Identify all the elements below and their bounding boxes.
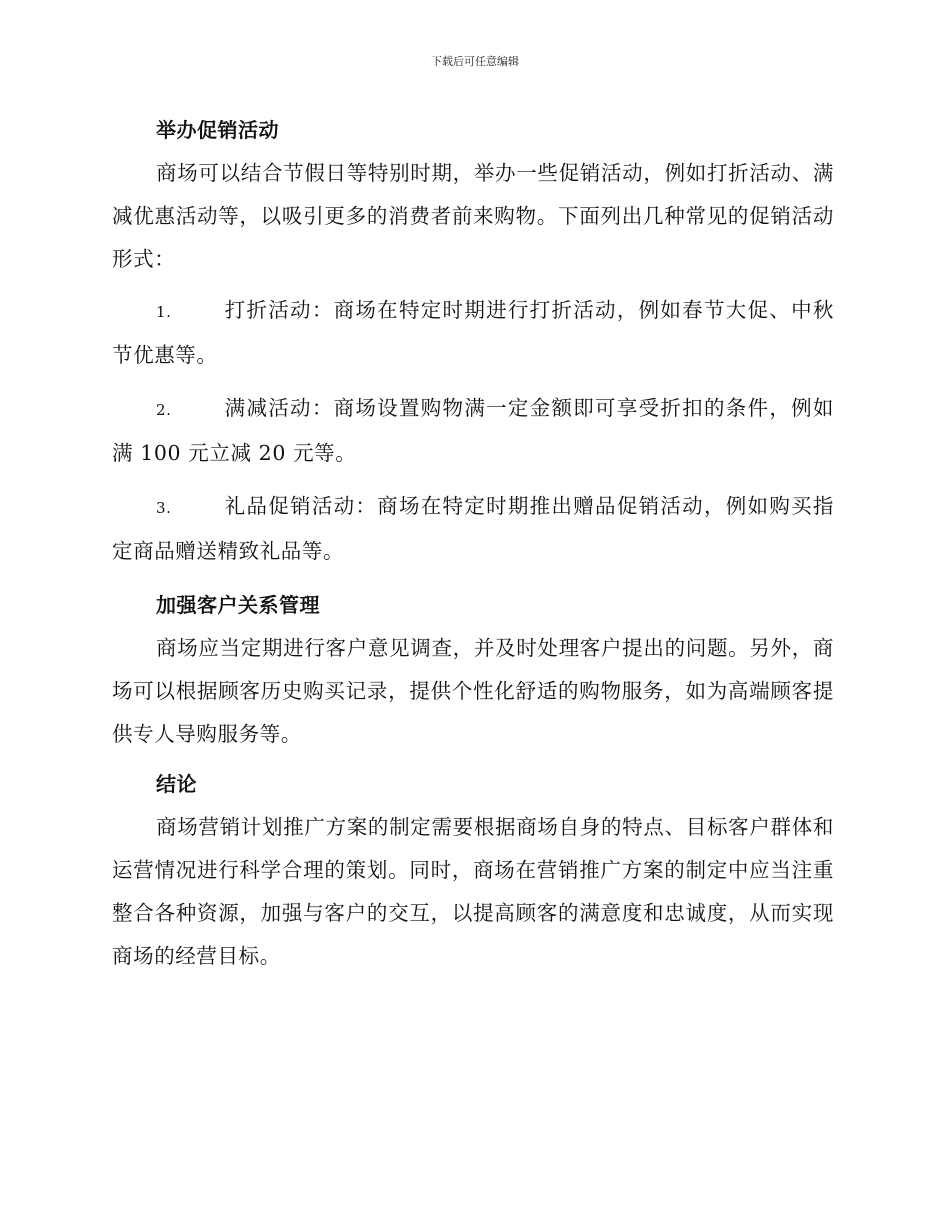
section-heading-promotions: 举办促销活动	[156, 118, 279, 142]
list-number: 2.	[156, 401, 172, 419]
list-item-text: 打折活动：商场在特定时期进行打折活动，例如春节大促、中秋节优惠等。	[112, 298, 834, 367]
section-body-conclusion: 商场营销计划推广方案的制定需要根据商场自身的特点、目标客户群体和运营情况进行科学合理的策划。同时，商场在营销推广方案的制定中应当注重整合各种资源，加强与客户的交互，以提高顾客的满意度和忠诚度，从而实现商场的经营目标。	[112, 815, 834, 968]
list-number: 1.	[156, 303, 172, 321]
section-intro-promotions: 商场可以结合节假日等特别时期，举办一些促销活动，例如打折活动、满减优惠活动等，以吸引更多的消费者前来购物。下面列出几种常见的促销活动形式：	[112, 161, 834, 271]
section-heading-crm: 加强客户关系管理	[156, 593, 320, 617]
list-number: 3.	[156, 499, 172, 517]
list-item-text: 满减活动：商场设置购物满一定金额即可享受折扣的条件，例如满 100 元立减 20 元等。	[112, 396, 834, 465]
section-body-crm: 商场应当定期进行客户意见调查，并及时处理客户提出的问题。另外，商场可以根据顾客历史购买记录，提供个性化舒适的购物服务，如为高端顾客提供专人导购服务等。	[112, 636, 834, 746]
list-item-text: 礼品促销活动：商场在特定时期推出赠品促销活动，例如购买指定商品赠送精致礼品等。	[112, 494, 834, 563]
section-heading-conclusion: 结论	[156, 772, 197, 796]
document-body	[112, 108, 834, 982]
list-item	[112, 387, 834, 475]
page-header: 下载后可任意编辑	[431, 55, 519, 68]
list-item	[112, 289, 834, 377]
list-item	[112, 485, 834, 573]
